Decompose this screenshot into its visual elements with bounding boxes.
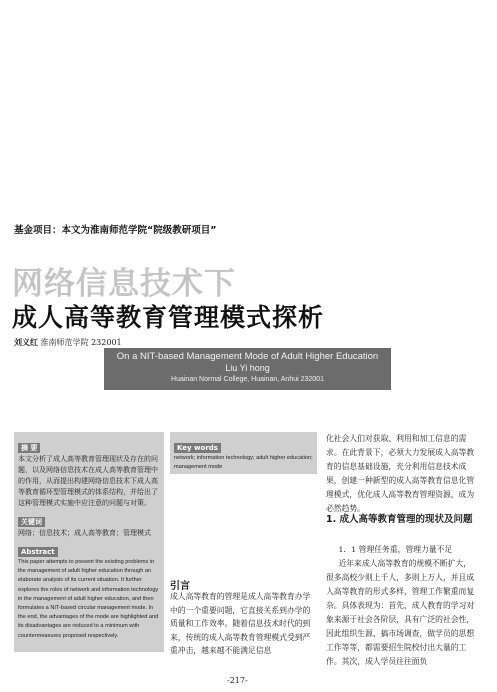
keywords-zh-text: 网络；信息技术；成人高等教育；管理模式	[18, 529, 151, 537]
intro-paragraph: 成人高等教育的管理是成人高等教育办学中的一个重要问题，它直接关系到办学的质量和工作效率。随着信息技术时代的到来，传统的成人高等教育管理模式受到严重冲击，越来越不能满足信息	[170, 592, 311, 655]
subsection-1-1-heading: 1．1 管理任务重，管理力量不足	[338, 545, 453, 554]
abstract-zh-text: 本文分析了成人高等教育管理现状及存在的问题，以及网络信息技术在成人高等教育管理中的作用，从而提出构建网络信息技术下成人高等教育循环型管理模式的体系结构，并给出了这种管理模式实施中应注意的问题与对策。	[18, 455, 158, 507]
abstract-en-label: Abstract	[18, 547, 58, 557]
section-1-body	[326, 543, 476, 669]
keywords-en-panel	[170, 432, 317, 474]
page-number: -217-	[227, 676, 248, 685]
abstract-en-text: This paper attempts to present the existing problems in the management of adult higher education through an elaborate analysis of its current situation. It further explores the roles of network and information technology in the management of adult higher education, and then formulates a NIT-based circular management mode. In the end, the advantages of the mode are highlighted and its disadvantages are reduced to a minimum with countermeasures proposed respectively.	[18, 559, 159, 639]
author-name: 刘义红	[14, 338, 38, 347]
author-line	[14, 337, 122, 348]
english-title-banner	[104, 348, 391, 390]
fund-note: 基金项目：本文为淮南师范学院“院级教研项目”	[14, 225, 217, 236]
column-title: 网络信息技术下	[12, 266, 236, 302]
keywords-en-text: network; information technology; adult higher education; management mode	[174, 455, 313, 471]
english-affiliation: Huainan Normal College, Huainan, Anhui 232001	[171, 376, 324, 383]
abstract-panel	[14, 432, 164, 652]
author-affiliation: 淮南师范学院 232001	[40, 338, 122, 347]
right-column-continued-text: 化社会人们对获取、利用和加工信息的需求。在此背景下，必须大力发展成人高等教育的信息基础设施，充分利用信息技术成果，创建一种新型的成人高等教育信息化管理模式，优化成人高等教育管理资源，成为必然趋势。	[326, 434, 475, 513]
english-title: On a NIT-based Management Mode of Adult Higher Education	[116, 351, 379, 362]
article-title: 成人高等教育管理模式探析	[12, 303, 325, 332]
keywords-zh-label: 关键词	[18, 517, 45, 527]
section-1-heading: 1. 成人高等教育管理的现状及问题	[326, 514, 473, 525]
subsection-1-1-text: 近年来成人高等教育的规模不断扩大，很多高校少则上千人，多则上万人，并且成人高等教育的形式多样，管理工作繁重而复杂。具体表现为：首先，成人教育的学习对象来源于社会各阶层，具有广泛的社会性，因此组织生源、搞市场调查，做学员的思想工作等等，都需要招生院校付出大量的工作。其次，成人学员往往面负	[326, 559, 475, 666]
abstract-zh-label: 摘 要	[18, 443, 40, 453]
english-author: Liu Yi hong	[225, 363, 270, 373]
keywords-en-label: Key words	[174, 443, 221, 453]
intro-heading: 引言	[170, 581, 190, 592]
